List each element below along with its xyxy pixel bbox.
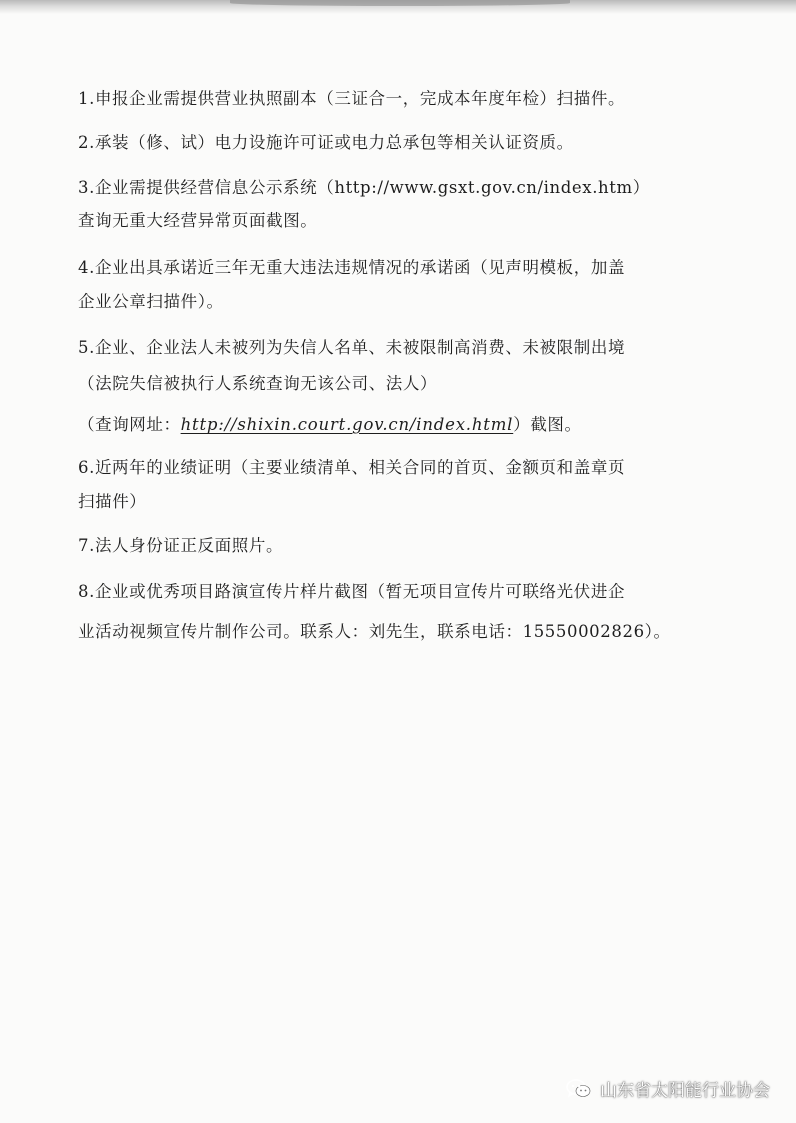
item-4-line-1: 4.企业出具承诺近三年无重大违法违规情况的承诺函（见声明模板，加盖 [78,258,626,277]
item-8-line-1: 8.企业或优秀项目路演宣传片样片截图（暂无项目宣传片可联络光伏进企 [78,582,626,601]
query-url-link[interactable]: http://shixin.court.gov.cn/index.html [180,415,514,434]
item-6-line-1: 6.近两年的业绩证明（主要业绩清单、相关合同的首页、金额页和盖章页 [78,458,626,477]
item-8-line-2: 业活动视频宣传片制作公司。联系人：刘先生，联系电话：15550002826）。 [78,622,671,641]
watermark-text: 山东省太阳能行业协会 [600,1081,770,1101]
item-5-line-2: （法院失信被执行人系统查询无该公司、法人） [78,374,438,393]
item-2-line: 2.承装（修、试）电力设施许可证或电力总承包等相关认证资质。 [78,133,574,152]
item-5-line-1: 5.企业、企业法人未被列为失信人名单、未被限制高消费、未被限制出境 [78,338,626,357]
wechat-icon [566,1079,592,1099]
item-1-line: 1.申报企业需提供营业执照副本（三证合一，完成本年度年检）扫描件。 [78,89,626,108]
item-7-line: 7.法人身份证正反面照片。 [78,536,284,555]
item-5-line-3 [78,415,582,435]
watermark [566,1076,770,1101]
item-3-line-2: 查询无重大经营异常页面截图。 [78,211,318,230]
item-4-line-2: 企业公章扫描件）。 [78,292,224,311]
item-6-line-2: 扫描件） [78,492,147,511]
page-edge-shadow [0,0,796,14]
query-suffix: ）截图。 [513,415,582,434]
item-3-line-1: 3.企业需提供经营信息公示系统（http://www.gsxt.gov.cn/index.htm） [78,178,650,197]
query-prefix: （查询网址： [78,415,181,434]
